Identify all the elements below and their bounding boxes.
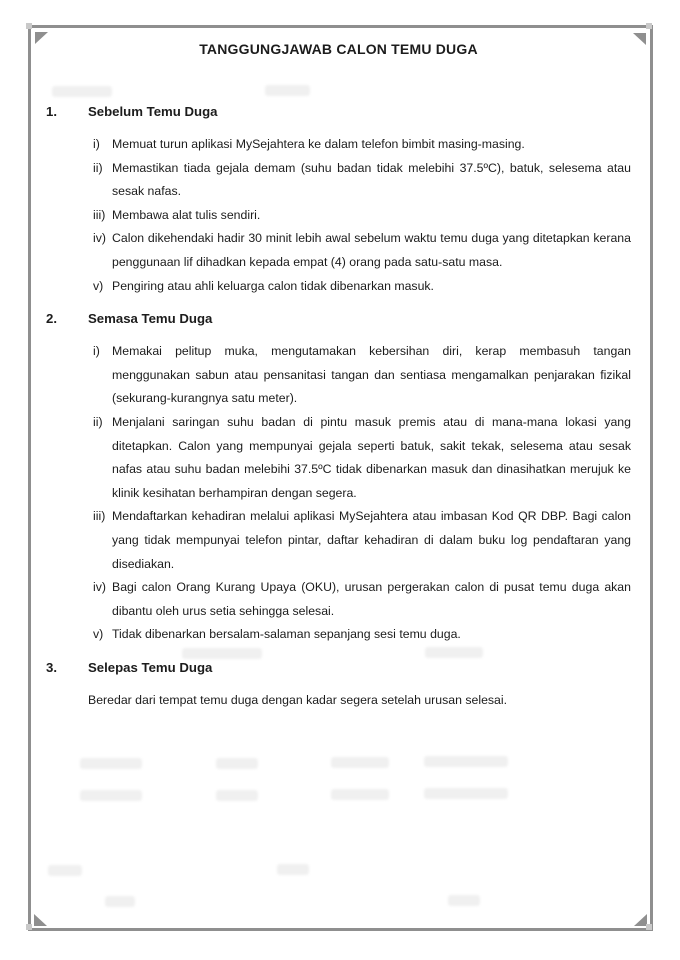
list-item [93,227,631,274]
section [46,659,631,713]
section [46,103,631,298]
list-item [93,275,631,299]
list-item-marker: iv) [93,231,106,246]
list-item-text: Calon dikehendaki hadir 30 minit lebih awal sebelum waktu temu duga yang ditetapkan kerana penggunaan lif dihadkan kepada empat (4) orang pada satu-satu masa. [112,231,631,269]
list-item-text: Membawa alat tulis sendiri. [112,207,261,222]
paper-smudge [424,756,508,767]
paper-smudge [48,865,82,876]
list-item-marker: iii) [93,207,106,222]
list-item [93,133,631,157]
list-item-text: Memakai pelitup muka, mengutamakan kebersihan diri, kerap membasuh tangan menggunakan sabun atau pensanitasi tangan dan sentiasa mengamalkan penjarakan fizikal (sekurang-kurangnya satu meter). [112,344,631,406]
paper-smudge [331,789,389,800]
list-item-marker: v) [93,627,104,642]
section [46,310,631,647]
list-item [93,576,631,623]
list-item-text: Menjalani saringan suhu badan di pintu masuk premis atau di mana-mana lokasi yang ditetapkan. Calon yang mempunyai gejala seperti batuk, sakit tekak, selesema atau sesak nafas atau suhu badan melebihi 37.5ºC tidak dibenarkan masuk dan dinasihatkan merujuk ke klinik kesihatan berhampiran dengan segera. [112,414,631,500]
section-header [46,103,631,120]
paper-smudge [80,758,142,769]
list-item [93,623,631,647]
section-heading: Semasa Temu Duga [88,311,213,327]
section-header [46,659,631,676]
list-item [93,411,631,505]
section-number: 3. [46,659,57,675]
section-item-list [93,340,631,647]
paper-smudge [216,790,258,801]
document-content [31,28,650,712]
list-item [93,505,631,576]
list-item [93,157,631,204]
corner-handle-icon [646,924,652,930]
section-list [46,103,631,712]
list-item-marker: ii) [93,414,103,429]
paper-smudge [216,758,258,769]
corner-handle-icon [646,23,652,29]
list-item-text: Mendaftarkan kehadiran melalui aplikasi MySejahtera atau imbasan Kod QR DBP. Bagi calon yang tidak mempunyai telefon pintar, daftar kehadiran di dalam buku log pendaftaran yang disediakan. [112,509,631,571]
section-heading: Sebelum Temu Duga [88,104,218,119]
section-item-list [93,133,631,298]
list-item-marker: ii) [93,160,103,175]
paper-smudge [80,790,142,801]
corner-handle-icon [26,23,32,29]
list-item-text: Memastikan tiada gejala demam (suhu badan tidak melebihi 37.5ºC), batuk, selesema atau sesak nafas. [112,160,631,199]
paper-smudge [448,895,480,906]
list-item-marker: v) [93,278,104,293]
list-item-text: Tidak dibenarkan bersalam-salaman sepanjang sesi temu duga. [112,627,461,642]
list-item-marker: iv) [93,580,106,595]
list-item-text: Pengiring atau ahli keluarga calon tidak dibenarkan masuk. [112,278,434,293]
list-item-marker: i) [93,137,100,151]
section-number: 2. [46,311,57,327]
section-number: 1. [46,104,57,119]
section-body-text: Beredar dari tempat temu duga dengan kadar segera setelah urusan selesai. [88,692,508,707]
section-heading: Selepas Temu Duga [88,659,213,675]
section-header [46,310,631,327]
paper-smudge [105,896,135,907]
list-item-text: Bagi calon Orang Kurang Upaya (OKU), urusan pergerakan calon di pusat temu duga akan dibantu oleh urus setia sehingga selesai. [112,580,631,618]
list-item-marker: i) [93,344,100,359]
list-item-text: Memuat turun aplikasi MySejahtera ke dalam telefon bimbit masing-masing. [112,137,525,151]
paper-smudge [277,864,309,875]
list-item [93,340,631,411]
corner-handle-icon [26,924,32,930]
paper-smudge [424,788,508,799]
paper-smudge [331,757,389,768]
list-item-marker: iii) [93,509,106,524]
list-item [93,204,631,228]
document-title: TANGGUNGJAWAB CALON TEMU DUGA [199,41,478,57]
